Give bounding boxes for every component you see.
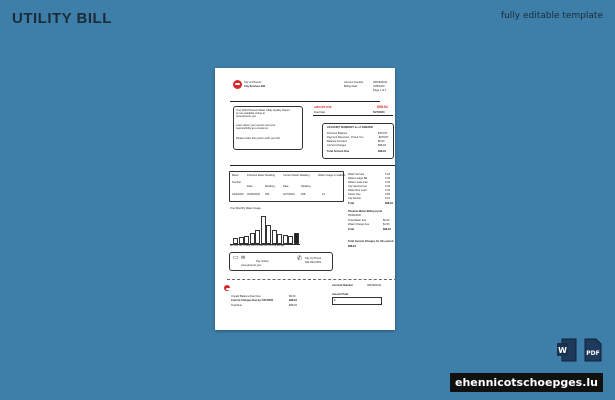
charges-total-value: $98.94 [385, 202, 393, 205]
summary-label: Previous Balance [327, 132, 348, 135]
phoenix-water-title: Phoenix Water Billing Cycle [348, 210, 383, 213]
usage-bar [239, 237, 244, 244]
charge-label: Sewer Fee [348, 193, 361, 196]
meter-subheader: Date [283, 185, 289, 188]
remit-value: $98.94 [289, 299, 297, 302]
billing-date-value: 4/28/2020 [373, 85, 385, 88]
remit-logo-icon [224, 285, 230, 291]
account-summary-title: ACCOUNT SUMMARY as of 4/28/2020 [327, 126, 373, 129]
charge-value: 0.15 [385, 197, 391, 200]
meter-header: Meter [232, 174, 239, 177]
page-title: UTILITY BILL [12, 10, 112, 27]
due-date-value: 5/27/2020 [373, 111, 385, 114]
phoenix-water-label: Water Charge Fee [348, 223, 370, 226]
meter-subheader: Date [247, 185, 253, 188]
phoenix-water-sub: 05/26/2020 [348, 214, 361, 217]
monitor-icon: ▭ [233, 255, 239, 261]
phoenix-water-value: $6.00 [383, 219, 390, 222]
charge-label: Water Service [348, 173, 365, 176]
summary-total-label: Total Amount Due [327, 150, 350, 153]
tear-line [227, 279, 397, 280]
remit-value: $0.00 [289, 295, 296, 298]
pay-phone-label: Pay by Phone [305, 257, 322, 260]
pay-online-label: Pay Online [256, 260, 269, 263]
phone-icon: ✆ [297, 256, 303, 262]
remit-label: Total Due [231, 304, 242, 307]
meter-cell: 4/27/2020 [283, 193, 295, 196]
phoenix-water-label: Total Water Fee [348, 219, 367, 222]
amount-paid-value: $ [334, 299, 336, 302]
notice-line: Learn about your service and your [236, 124, 276, 127]
phoenix-water-total-label: Total [348, 228, 355, 231]
usage-bar [294, 233, 299, 244]
charges-total-label: Total [348, 202, 355, 205]
remit-label: Current Charges Due by 5/27/2020 [231, 299, 274, 302]
notice-line: responsibility as a customer. [236, 127, 269, 130]
notice-line: www.phoenix.gov [236, 115, 257, 118]
usage-bar [233, 238, 238, 244]
usage-bar [283, 235, 288, 244]
file-formats [557, 338, 603, 362]
page-number: Page 1 of 1 [373, 89, 387, 92]
notice-line: Please retain this portion with your bill [236, 137, 280, 140]
total-period-label: Total Current Charges for this period [348, 240, 394, 243]
summary-value: $0.00 [378, 140, 385, 143]
meter-header: Water Usage in Gallons [318, 174, 346, 177]
city-logo-icon [233, 80, 242, 89]
pay-online-url[interactable]: www.phoenix.gov [241, 264, 262, 267]
usage-chart-title: Your Monthly Water Usage [230, 207, 261, 210]
amount-paid-label: Amount Paid [332, 293, 348, 296]
meter-cell: 03/25/2020 [247, 193, 260, 196]
svg-text:W: W [558, 346, 567, 355]
phoenix-water-value: $1.50 [383, 223, 390, 226]
summary-value: -$379.87 [378, 136, 389, 139]
total-period-value: $98.94 [348, 245, 356, 248]
brand-site[interactable]: ehennicotschoepges.lu [450, 373, 603, 392]
usage-bar [261, 216, 266, 244]
charge-value: 0.44 [385, 189, 391, 192]
usage-bar [255, 230, 260, 244]
meter-reading-table [229, 171, 344, 202]
charge-label: City Service Fee [348, 185, 368, 188]
charge-label: Water Res Loan [348, 189, 367, 192]
usage-bar [250, 233, 255, 244]
acct-label: Account Number: [344, 81, 365, 84]
account-summary-box [322, 123, 394, 159]
meter-number-label: Number [232, 181, 242, 184]
summary-value: $98.94 [378, 144, 386, 147]
charge-value: 4.25 [385, 177, 391, 180]
usage-bar [266, 225, 271, 244]
pdf-file-icon[interactable] [583, 338, 603, 362]
meter-subheader: Reading [265, 185, 275, 188]
remit-account-label: Account Number [332, 284, 353, 287]
acct-value: 4807926241 [373, 81, 388, 84]
charge-value: 2.85 [385, 193, 391, 196]
charge-value: 3.25 [385, 185, 391, 188]
meter-cell: 268 [301, 193, 306, 196]
usage-bar [244, 236, 249, 244]
charge-label: Water Lease Fee [348, 181, 368, 184]
city-bill-title: City Services Bill [244, 85, 266, 88]
meter-header: Current Meter Reading [283, 174, 310, 177]
summary-label: Payment Received - Thank You [327, 136, 364, 139]
phoenix-water-total-value: $98.94 [383, 228, 391, 231]
charge-value: 0.30 [385, 181, 391, 184]
meter-cell: 256 [265, 193, 270, 196]
summary-label: Balance Forward [327, 140, 347, 143]
notice-line: is now available online at [236, 112, 265, 115]
tagline: fully editable template [500, 11, 603, 21]
notice-box [233, 106, 303, 150]
remit-label: Unpaid Balance Due Now [231, 295, 261, 298]
usage-bar [288, 236, 293, 244]
amount-due-value: $98.94 [377, 105, 388, 109]
usage-bar [277, 234, 282, 244]
meter-cell: 4/24/2020 [232, 193, 244, 196]
notice-line: Your 2019 Phoenix Water Utility Quality Report [236, 109, 290, 112]
payment-options-box [229, 252, 333, 271]
charge-label: Water Usage Bill [348, 177, 368, 180]
summary-value: $379.87 [378, 132, 388, 135]
amount-paid-field[interactable] [332, 297, 382, 305]
usage-bar [272, 230, 277, 244]
word-doc-icon[interactable] [557, 338, 577, 362]
remit-account-value: 4807926241 [367, 284, 382, 287]
amount-due-label: AMOUNT DUE [314, 106, 332, 109]
summary-label: Current Charges [327, 144, 347, 147]
meter-cell: 12 [322, 193, 325, 196]
charge-label: City Excise [348, 197, 361, 200]
usage-months: Apr May Jun Jul Aug Sep Oct Nov Dec Jan Feb Mar Apr [230, 245, 285, 247]
bill-document [215, 68, 395, 330]
usage-chart [230, 216, 300, 245]
city-name: City of Phoenix [244, 81, 262, 84]
pay-phone-number: 602-262-6251 [305, 261, 322, 264]
charge-value: 5.34 [385, 173, 391, 176]
due-date-label: Due Date [314, 111, 325, 114]
billing-date-label: Billing Date: [344, 85, 358, 88]
meter-subheader: Reading [301, 185, 311, 188]
mail-icon: ✉ [241, 255, 246, 261]
summary-total-value: $98.94 [378, 150, 386, 153]
meter-header: Previous Meter Reading [247, 174, 275, 177]
remit-value: $98.94 [289, 304, 297, 307]
pdf-label: PDF [586, 350, 600, 357]
